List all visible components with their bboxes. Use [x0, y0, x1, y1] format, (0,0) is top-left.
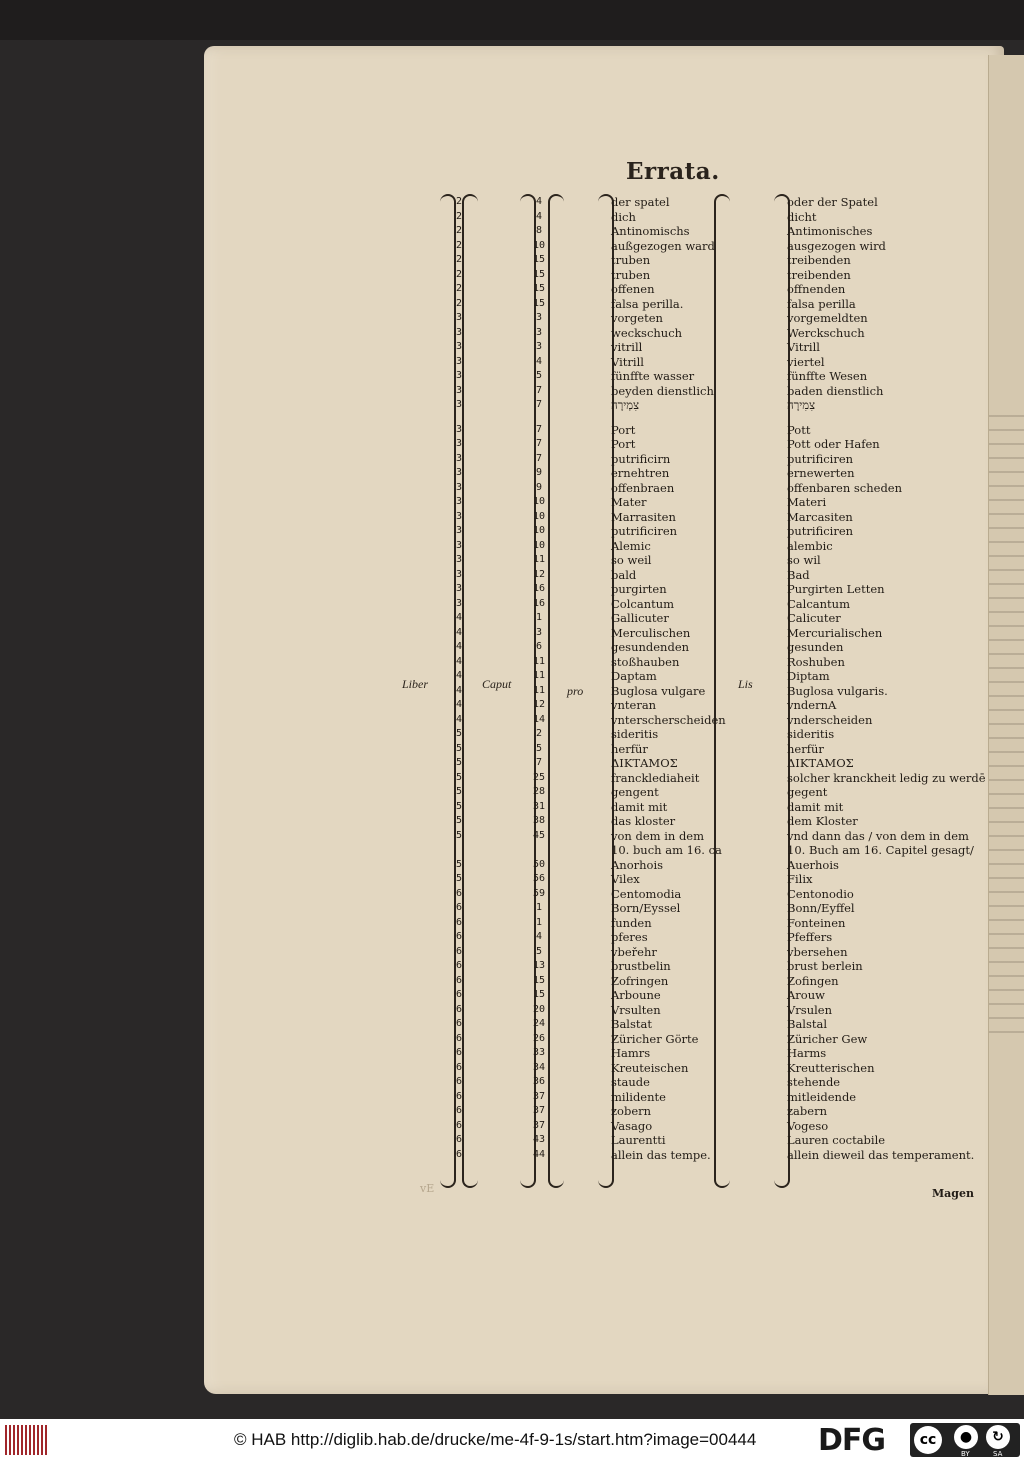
- correction-cell: offenbaren scheden: [787, 480, 903, 495]
- caput-cell: 7: [535, 438, 543, 449]
- erratum-cell: Balstat: [611, 1017, 652, 1031]
- correction-cell: treibenden: [787, 253, 851, 267]
- caput-cell: 15: [532, 268, 546, 280]
- correction-cell: treibenden: [787, 267, 851, 282]
- faint-mark: vE: [420, 1182, 435, 1195]
- liber-cell: 6: [455, 931, 463, 942]
- correction-cell: allein dieweil das temperament.: [787, 1147, 975, 1162]
- correction-cell: solcher kranckheit ledig zu werdē: [787, 770, 986, 785]
- erratum-cell: Vasago: [611, 1118, 653, 1133]
- liber-cell: 4: [455, 612, 463, 623]
- correction-cell: falsa perilla: [787, 296, 856, 311]
- liber-cell: 4: [455, 655, 463, 667]
- liber-cell: 3: [455, 326, 463, 338]
- erratum-cell: Mater: [611, 495, 647, 509]
- caput-cell: 5: [535, 742, 543, 754]
- correction-cell: gegent: [787, 785, 828, 799]
- caput-cell: 33: [532, 1047, 546, 1058]
- correction-cell: Marcasiten: [787, 509, 853, 524]
- liber-cell: 2: [455, 268, 463, 280]
- erratum-cell: offenbraen: [611, 480, 675, 495]
- erratum-cell: Port: [611, 422, 636, 437]
- erratum-cell: außgezogen ward: [611, 238, 715, 253]
- caput-cell: 5: [535, 370, 543, 381]
- correction-cell: ausgezogen wird: [787, 238, 886, 253]
- erratum-cell: sideritis: [611, 727, 659, 741]
- erratum-cell: Hamrs: [611, 1046, 651, 1060]
- erratum-cell: Port: [611, 437, 636, 451]
- liber-cell: 3: [455, 539, 463, 551]
- correction-cell: Filix: [787, 872, 813, 886]
- correction-cell: Fonteinen: [787, 915, 846, 930]
- liber-cell: 2: [455, 297, 463, 309]
- correction-cell: Werckschuch: [787, 325, 865, 340]
- correction-cell: Züricher Gew: [787, 1031, 868, 1046]
- liber-cell: 6: [455, 989, 463, 1000]
- caput-cell: 11: [532, 655, 546, 667]
- liber-cell: 5: [455, 728, 463, 739]
- correction-cell: Antimonisches: [787, 224, 873, 238]
- caput-cell: 7: [535, 399, 543, 410]
- erratum-cell: vbeřehr: [611, 944, 657, 959]
- caput-cell: 20: [532, 1003, 546, 1015]
- erratum-cell: Centomodia: [611, 886, 682, 901]
- correction-cell: Buglosa vulgaris.: [787, 683, 888, 698]
- erratum-cell: Zofringen: [611, 973, 669, 988]
- correction-cell: Materi: [787, 495, 827, 509]
- erratum-cell: Antinomischs: [611, 224, 690, 238]
- erratum-cell: Vilex: [611, 872, 640, 886]
- copyright-url[interactable]: © HAB http://diglib.hab.de/drucke/me-4f-9-1s/start.htm?image=00444: [234, 1430, 757, 1449]
- errata-brace-right: [714, 194, 730, 1188]
- erratum-cell: weckschuch: [611, 325, 683, 340]
- erratum-cell: dich: [611, 209, 636, 224]
- liber-cell: 5: [455, 858, 463, 870]
- liber-cell: 3: [455, 341, 463, 352]
- liber-cell: 3: [455, 423, 463, 435]
- liber-cell: 2: [455, 239, 463, 251]
- correction-cell: ΔΙΚΤΑΜΟΣ: [787, 756, 854, 770]
- liber-cell: 4: [455, 699, 463, 710]
- caput-cell: 15: [532, 974, 546, 986]
- footer-bar: [0, 1419, 1024, 1461]
- erratum-cell: gesundenden: [611, 640, 690, 654]
- correction-cell: Centonodio: [787, 886, 854, 901]
- caput-cell: 1: [535, 612, 543, 623]
- liber-cell: 6: [455, 887, 463, 899]
- correction-cell: alembic: [787, 538, 833, 553]
- correction-cell: Pfeffers: [787, 930, 833, 944]
- correction-cell: dicht: [787, 209, 817, 224]
- by-label: BY: [961, 1450, 970, 1458]
- erratum-cell: funden: [611, 915, 652, 930]
- erratum-cell: fünffte wasser: [611, 369, 695, 383]
- erratum-cell: der spatel: [611, 195, 670, 209]
- caput-cell: 28: [532, 786, 546, 797]
- liber-cell: 6: [455, 945, 463, 957]
- lis-label: Lis: [738, 677, 753, 691]
- erratum-cell: zobern: [611, 1104, 652, 1118]
- pro-label: pro: [567, 684, 584, 698]
- caput-cell: 37: [532, 1090, 546, 1102]
- liber-cell: 5: [455, 873, 463, 884]
- liber-cell: 3: [455, 384, 463, 396]
- caput-cell: 16: [532, 583, 546, 594]
- erratum-cell: so weil: [611, 553, 652, 567]
- correction-cell: putrificiren: [787, 524, 854, 538]
- erratum-cell: Arboune: [611, 988, 661, 1002]
- correction-cell: herfür: [787, 741, 824, 756]
- correction-cell: zabern: [787, 1104, 827, 1118]
- liber-cell: 3: [455, 481, 463, 493]
- caput-cell: 4: [535, 196, 543, 207]
- caput-cell: 26: [532, 1032, 546, 1044]
- liber-cell: 6: [455, 1090, 463, 1102]
- erratum-cell: falsa perilla.: [611, 296, 684, 311]
- liber-cell: 2: [455, 196, 463, 207]
- correction-cell: gesunden: [787, 640, 844, 654]
- caput-cell: 14: [532, 713, 546, 725]
- caput-cell: 4: [535, 355, 543, 367]
- correction-cell: damit mit: [787, 799, 844, 814]
- correction-cell: mitleidende: [787, 1089, 857, 1104]
- page-title: Errata.: [626, 158, 720, 185]
- liber-cell: 3: [455, 312, 463, 323]
- caput-cell: 15: [532, 297, 546, 309]
- caput-cell: 15: [532, 283, 546, 294]
- liber-cell: 3: [455, 355, 463, 367]
- correction-cell: vnderscheiden: [787, 712, 873, 727]
- correction-cell: Mercurialischen: [787, 625, 883, 640]
- caput-cell: 10: [532, 496, 546, 507]
- correction-cell: fünffte Wesen: [787, 369, 868, 383]
- liber-cell: 5: [455, 757, 463, 768]
- caput-cell: 7: [535, 384, 543, 396]
- erratum-cell: vitrill: [611, 340, 643, 354]
- liber-cell: 3: [455, 370, 463, 381]
- erratum-cell: gengent: [611, 785, 659, 799]
- correction-cell: vndernA: [787, 698, 837, 712]
- caput-cell: 9: [535, 481, 543, 493]
- caput-cell: 3: [535, 341, 543, 352]
- liber-cell: 5: [455, 800, 463, 812]
- erratum-cell: truben: [611, 253, 651, 267]
- correction-cell: Roshuben: [787, 654, 845, 669]
- liber-label: Liber: [402, 677, 429, 691]
- caput-cell: 2: [535, 728, 543, 739]
- erratum-cell: Alemic: [611, 538, 651, 553]
- liber-cell: 3: [455, 525, 463, 536]
- correction-cell: vorgemeldten: [787, 311, 868, 325]
- caput-cell: 43: [532, 1134, 546, 1145]
- liber-cell: 3: [455, 467, 463, 478]
- correction-cell: viertel: [787, 354, 825, 369]
- erratum-cell: ernehtren: [611, 466, 670, 480]
- correction-cell: Vrsulen: [787, 1002, 833, 1017]
- erratum-cell: Buglosa vulgare: [611, 683, 706, 698]
- erratum-cell: vnteran: [611, 698, 657, 712]
- liber-cell: 5: [455, 815, 463, 826]
- liber-cell: 3: [455, 554, 463, 565]
- caput-cell: 10: [532, 239, 546, 251]
- erratum-cell: vnterscherscheiden: [611, 712, 726, 727]
- liber-cell: 3: [455, 510, 463, 522]
- correction-cell: vnd dann das / von dem in dem: [787, 828, 969, 843]
- liber-cell: 4: [455, 684, 463, 696]
- caput-cell: 7: [535, 757, 543, 768]
- correction-cell: Harms: [787, 1046, 827, 1060]
- caput-cell: 15: [532, 989, 546, 1000]
- caput-cell: 50: [532, 858, 546, 870]
- correction-cell: putrificiren: [787, 451, 854, 466]
- liber-cell: 3: [455, 597, 463, 609]
- caput-cell: 12: [532, 568, 546, 580]
- liber-cell: 5: [455, 786, 463, 797]
- caput-cell: 3: [535, 312, 543, 323]
- liber-cell: 5: [455, 742, 463, 754]
- erratum-cell: truben: [611, 267, 651, 282]
- by-person-icon: ●: [954, 1425, 978, 1449]
- liber-cell: 3: [455, 583, 463, 594]
- erratum-cell: herfür: [611, 741, 648, 756]
- caput-cell: 11: [532, 684, 546, 696]
- liber-cell: 6: [455, 1076, 463, 1087]
- correction-cell: brust berlein: [787, 959, 863, 973]
- correction-cell: ernewerten: [787, 466, 855, 480]
- liber-cell: 4: [455, 626, 463, 638]
- liber-cell: 6: [455, 1018, 463, 1029]
- caput-cell: 13: [532, 960, 546, 971]
- hab-logo-icon: [5, 1425, 47, 1455]
- correction-cell: oder der Spatel: [787, 195, 878, 209]
- erratum-cell: צִמְירָה: [611, 398, 640, 412]
- caput-cell: 3: [535, 326, 543, 338]
- erratum-cell: allein das tempe.: [611, 1147, 711, 1162]
- caput-cell: 5: [535, 945, 543, 957]
- correction-cell: Arouw: [787, 988, 825, 1002]
- caput-cell: 37: [532, 1119, 546, 1131]
- liber-cell: 3: [455, 452, 463, 464]
- caput-cell: 10: [532, 510, 546, 522]
- scan-background-top: [0, 0, 1024, 40]
- erratum-cell: Vrsulten: [611, 1002, 661, 1017]
- caput-cell: 6: [535, 641, 543, 652]
- liber-cell: 6: [455, 902, 463, 913]
- erratum-cell: Kreuteischen: [611, 1060, 689, 1075]
- liber-cell: 6: [455, 1032, 463, 1044]
- correction-cell: sideritis: [787, 727, 835, 741]
- caput-cell: 4: [535, 931, 543, 942]
- erratum-cell: francklediaheit: [611, 770, 700, 785]
- liber-cell: 3: [455, 496, 463, 507]
- erratum-cell: damit mit: [611, 799, 668, 814]
- liber-cell: 4: [455, 713, 463, 725]
- erratum-cell: Züricher Görte: [611, 1031, 699, 1046]
- caput-cell: 9: [535, 467, 543, 478]
- erratum-cell: Colcantum: [611, 596, 675, 611]
- correction-cell: Bonn/Eyffel: [787, 901, 855, 915]
- erratum-cell: milidente: [611, 1089, 666, 1104]
- erratum-cell: staude: [611, 1075, 650, 1089]
- caput-cell: 56: [532, 873, 546, 884]
- liber-cell: 3: [455, 568, 463, 580]
- erratum-cell: 10. buch am 16. ca: [611, 843, 722, 857]
- erratum-cell: brustbelin: [611, 959, 671, 973]
- caput-cell: 10: [532, 525, 546, 536]
- erratum-cell: Daptam: [611, 669, 657, 683]
- liber-cell: 6: [455, 1105, 463, 1116]
- correction-cell: Vitrill: [787, 340, 820, 354]
- sa-label: SA: [993, 1450, 1003, 1458]
- liber-cell: 5: [455, 829, 463, 841]
- caput-cell: 15: [532, 254, 546, 265]
- liber-cell: 5: [455, 771, 463, 783]
- liber-cell: 6: [455, 1119, 463, 1131]
- liber-cell: 4: [455, 670, 463, 681]
- correction-cell: Purgirten Letten: [787, 582, 885, 596]
- liber-cell: 2: [455, 254, 463, 265]
- erratum-cell: beyden dienstlich: [611, 383, 714, 398]
- liber-cell: 2: [455, 225, 463, 236]
- correction-cell: stehende: [787, 1075, 841, 1089]
- correction-cell: Auerhois: [787, 857, 839, 872]
- erratum-cell: offenen: [611, 282, 655, 296]
- caput-cell: 16: [532, 597, 546, 609]
- cc-license-badge[interactable]: [910, 1423, 1020, 1457]
- caput-cell: 1: [535, 916, 543, 928]
- erratum-cell: Anorhois: [611, 857, 664, 872]
- erratum-cell: stoßhauben: [611, 654, 680, 669]
- correction-cell: dem Kloster: [787, 814, 858, 828]
- caput-cell: 7: [535, 452, 543, 464]
- caput-cell: 38: [532, 815, 546, 826]
- caput-cell: 36: [532, 1076, 546, 1087]
- liber-cell: 3: [455, 399, 463, 410]
- liber-cell: 6: [455, 1148, 463, 1160]
- correction-cell: צִמִירָה: [787, 398, 816, 412]
- caput-cell: 4: [535, 210, 543, 222]
- erratum-cell: putrificiren: [611, 524, 678, 538]
- erratum-cell: putrificirn: [611, 451, 671, 466]
- liber-cell: 6: [455, 1003, 463, 1015]
- correction-cell: Bad: [787, 567, 810, 582]
- correction-cell: Vogeso: [787, 1118, 829, 1133]
- erratum-cell: bald: [611, 567, 637, 582]
- erratum-cell: Laurentti: [611, 1133, 666, 1147]
- caput-cell: 59: [532, 887, 546, 899]
- liber-cell: 6: [455, 960, 463, 971]
- correction-cell: Pott: [787, 422, 811, 437]
- share-alike-icon: ↻: [986, 1425, 1010, 1449]
- erratum-cell: Vitrill: [611, 354, 644, 369]
- erratum-cell: vorgeten: [611, 311, 663, 325]
- caput-cell: 24: [532, 1018, 546, 1029]
- correction-cell: Zofingen: [787, 973, 839, 988]
- catchword: Magen: [932, 1187, 974, 1200]
- caput-cell: 37: [532, 1105, 546, 1116]
- erratum-cell: Born/Eyssel: [611, 901, 681, 915]
- caput-cell: 3: [535, 626, 543, 638]
- correction-cell: Calicuter: [787, 611, 841, 625]
- correction-cell: offnenden: [787, 282, 846, 296]
- erratum-cell: von dem in dem: [611, 828, 705, 843]
- erratum-cell: ΔΙΚΤΑΜΟΣ: [611, 756, 678, 770]
- erratum-cell: Gallicuter: [611, 611, 669, 625]
- facing-page-edge: [988, 55, 1024, 1395]
- correction-cell: Diptam: [787, 669, 830, 683]
- correction-cell: Calcantum: [787, 596, 850, 611]
- cc-icon: cc: [914, 1426, 942, 1454]
- liber-cell: 6: [455, 916, 463, 928]
- caput-cell: 10: [532, 539, 546, 551]
- liber-cell: 6: [455, 1061, 463, 1073]
- caput-cell: 11: [532, 670, 546, 681]
- erratum-cell: pferes: [611, 930, 648, 944]
- liber-cell: 6: [455, 1047, 463, 1058]
- correction-cell: 10. Buch am 16. Capitel gesagt/: [787, 843, 974, 857]
- correction-cell: baden dienstlich: [787, 383, 884, 398]
- correction-cell: vbersehen: [787, 944, 848, 959]
- caput-cell: 44: [532, 1148, 546, 1160]
- correction-cell: Balstal: [787, 1017, 828, 1031]
- caput-label: Caput: [482, 677, 512, 691]
- liber-cell: 3: [455, 438, 463, 449]
- caput-cell: 7: [535, 423, 543, 435]
- caput-cell: 45: [532, 829, 546, 841]
- caput-cell: 1: [535, 902, 543, 913]
- dfg-logo: DFG: [818, 1423, 886, 1458]
- correction-cell: Pott oder Hafen: [787, 437, 880, 451]
- caput-cell: 12: [532, 699, 546, 710]
- liber-cell: 2: [455, 283, 463, 294]
- liber-cell: 2: [455, 210, 463, 222]
- erratum-cell: Merculischen: [611, 625, 691, 640]
- erratum-cell: Marrasiten: [611, 509, 676, 524]
- correction-cell: Kreutterischen: [787, 1060, 875, 1075]
- liber-cell: 6: [455, 1134, 463, 1145]
- caput-cell: 34: [532, 1061, 546, 1073]
- erratum-cell: das kloster: [611, 814, 676, 828]
- caput-cell: 11: [532, 554, 546, 565]
- liber-cell: 6: [455, 974, 463, 986]
- caput-cell: 25: [532, 771, 546, 783]
- facing-page-text-bleed: [989, 415, 1024, 1035]
- correction-cell: Lauren coctabile: [787, 1133, 886, 1147]
- caput-cell: 31: [532, 800, 546, 812]
- caput-cell: 8: [535, 225, 543, 236]
- erratum-cell: purgirten: [611, 582, 667, 596]
- liber-cell: 4: [455, 641, 463, 652]
- correction-cell: so wil: [787, 553, 821, 567]
